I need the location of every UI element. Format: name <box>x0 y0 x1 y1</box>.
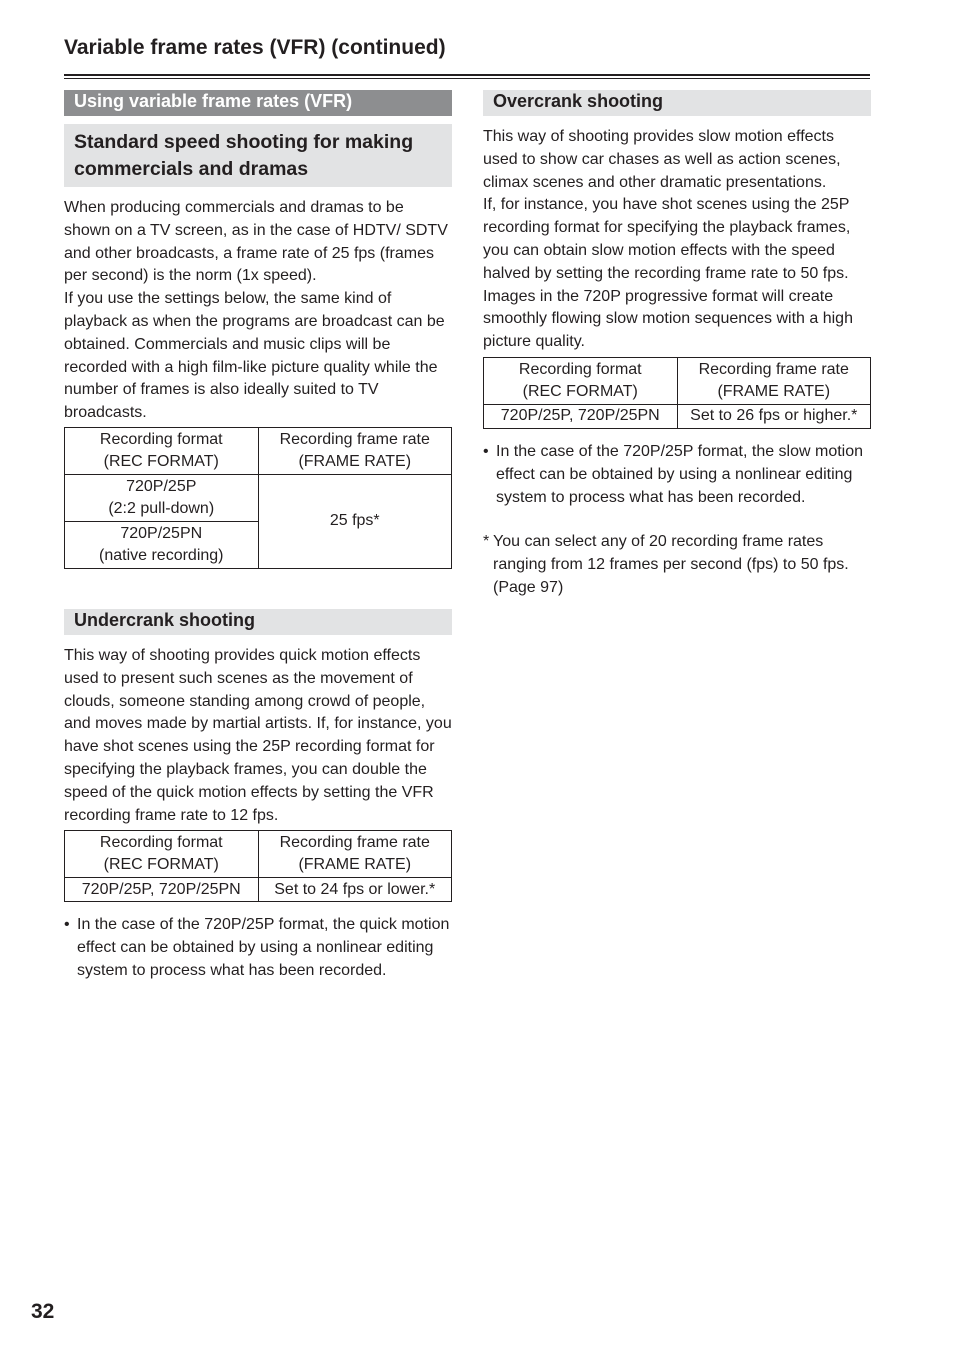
table-header-row <box>65 427 452 474</box>
cell-line: (FRAME RATE) <box>298 856 412 874</box>
overcrank-heading: Overcrank shooting <box>483 90 871 116</box>
bullet-icon: • <box>64 916 70 934</box>
table-header-row <box>484 357 871 404</box>
undercrank-heading: Undercrank shooting <box>64 609 452 635</box>
section-banner: Using variable frame rates (VFR) <box>64 90 452 116</box>
cell-line: (FRAME RATE) <box>717 382 831 400</box>
table-cell: 720P/25P, 720P/25PN <box>484 404 678 428</box>
cell-line: (REC FORMAT) <box>103 856 219 874</box>
table-header-cell <box>65 831 259 878</box>
title-rule-thin <box>64 78 870 79</box>
paragraph-text: If, for instance, you have shot scenes using the 25P recording format for specifying the playback frames, you can obtain slow motion effects with the speed halved by setting the recording frame rate to 50 fps. Images in the 720P progressive format will create smoothly flowing slow motion sequences with a high picture quality. <box>483 196 853 351</box>
table-row <box>65 474 452 521</box>
table-header-cell <box>484 357 678 404</box>
list-item <box>483 441 871 509</box>
bullet-text: In the case of the 720P/25P format, the slow motion effect can be obtained by using a nonlinear editing system to process what has been recorded. <box>496 442 864 506</box>
table-row <box>65 878 452 902</box>
footnote-asterisk: * <box>483 533 490 551</box>
paragraph-text: If you use the settings below, the same kind of playback as when the programs are broadcast can be obtained. Commercials and music clips will be recorded with a high film-like picture quality while the number of frames is also ideally suited to TV broadcasts. <box>64 290 445 422</box>
title-rule <box>64 74 870 76</box>
bullet-text: In the case of the 720P/25P format, the quick motion effect can be obtained by using a nonlinear editing system to process what has been recorded. <box>77 916 450 979</box>
standard-speed-heading <box>64 124 452 187</box>
footnote-text: You can select any of 20 recording frame rates ranging from 12 frames per second (fps) to 50 fps. (Page 97) <box>493 533 849 596</box>
paragraph-text: This way of shooting provides slow motion effects used to show car chases as well as action scenes, climax scenes and other dramatic presentations. <box>483 128 841 191</box>
table-header-row <box>65 831 452 878</box>
undercrank-paragraph: This way of shooting provides quick motion effects used to present such scenes as the movement of clouds, someone standing among crowd of people, and moves made by martial artists. If, for instance, you have shot scenes using the 25P recording format for specifying the playback frames, you can double the speed of the quick motion effects by setting the VFR recording frame rate to 12 fps. <box>64 646 452 824</box>
list-item <box>64 914 452 982</box>
cell-line: Recording format <box>518 360 642 378</box>
table-cell <box>65 474 259 521</box>
cell-line: 720P/25PN <box>120 524 203 542</box>
overcrank-table <box>483 357 871 429</box>
paragraph-text: When producing commercials and dramas to be shown on a TV screen, as in the case of HDTV/ SDTV and other broadcasts, a frame rate of 25 fps (frames per second) is the norm (1x speed). <box>64 199 448 285</box>
table-row <box>484 404 871 428</box>
heading-line: Standard speed shooting for making <box>74 131 414 153</box>
heading-line: commercials and dramas <box>74 158 309 180</box>
table-header-cell <box>65 427 259 474</box>
standard-speed-paragraph <box>64 197 452 425</box>
page-number: 32 <box>31 1300 55 1323</box>
cell-line: 720P/25P <box>126 477 197 495</box>
footnote <box>483 531 871 599</box>
table-header-cell <box>258 831 452 878</box>
cell-line: Recording format <box>99 430 223 448</box>
cell-line: (REC FORMAT) <box>103 452 219 470</box>
table-header-cell <box>677 357 871 404</box>
cell-line: (native recording) <box>99 546 224 564</box>
cell-line: (2:2 pull-down) <box>108 499 215 517</box>
table-cell: Set to 24 fps or lower.* <box>258 878 452 902</box>
right-column <box>483 90 871 600</box>
table-cell: 25 fps* <box>258 474 452 568</box>
page-title: Variable frame rates (VFR) (continued) <box>64 36 446 59</box>
left-column <box>64 90 452 983</box>
undercrank-table <box>64 830 452 902</box>
cell-line: Recording format <box>99 834 223 852</box>
overcrank-paragraph <box>483 126 871 354</box>
cell-line: Recording frame rate <box>698 360 849 378</box>
cell-line: (REC FORMAT) <box>522 382 638 400</box>
table-cell: Set to 26 fps or higher.* <box>677 404 871 428</box>
table-cell: 720P/25P, 720P/25PN <box>65 878 259 902</box>
standard-speed-table <box>64 427 452 569</box>
table-header-cell <box>258 427 452 474</box>
bullet-icon: • <box>483 442 489 460</box>
table-cell <box>65 521 259 568</box>
cell-line: (FRAME RATE) <box>298 452 412 470</box>
cell-line: Recording frame rate <box>279 834 430 852</box>
cell-line: Recording frame rate <box>279 430 430 448</box>
